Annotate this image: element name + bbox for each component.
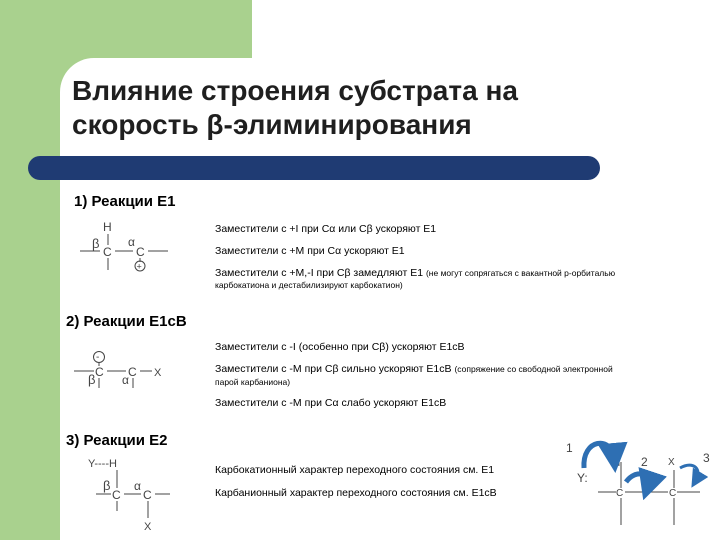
e1-h-label: H <box>103 220 112 234</box>
section3-heading: 3) Реакции Е2 <box>66 432 168 449</box>
section2-heading: 2) Реакции Е1сВ <box>66 313 187 330</box>
e2-yh-label: Y----H <box>88 458 117 470</box>
e1cb-c1-label: C <box>95 365 104 379</box>
e1cb-beta-label: β <box>88 372 96 387</box>
mech-c1-label: C <box>616 488 624 499</box>
e2-c2-label: C <box>143 488 152 502</box>
e1-c2-label: C <box>136 245 145 259</box>
e1cb-rule-2-main: Заместители с -М при Сβ сильно ускоряют Е1сВ <box>215 363 452 375</box>
title-line-1: Влияние строения субстрата на <box>72 75 518 106</box>
e1cb-rule-2-continuation: парой карбаниона) <box>215 377 291 387</box>
e1-plus-label: + <box>136 261 142 272</box>
e1cb-alpha-label: α <box>122 373 129 387</box>
mech-arrow-1 <box>584 443 614 468</box>
e1-alpha-label: α <box>128 235 135 249</box>
mech-step-3-label: 3 <box>703 451 710 465</box>
e2-alpha-label: α <box>134 479 141 493</box>
e2-rule-2: Карбанионный характер переходного состояния см. Е1сВ <box>215 487 497 499</box>
e1cb-minus-label: - <box>96 352 100 363</box>
e1cb-c2-label: C <box>128 365 137 379</box>
e1-rule-1: Заместители с +I при Сα или Сβ ускоряют Е1 <box>215 223 437 235</box>
e1-rule-3-note: (не могут сопрягаться с вакантной р-орбиталью <box>425 268 616 278</box>
e2-rule-1: Карбокатионный характер переходного состояния см. Е1 <box>215 464 495 476</box>
e1-rule-3-continuation: карбокатиона и дестабилизируют карбокатион) <box>215 280 403 290</box>
mech-h-label: H <box>613 458 621 469</box>
mech-step-1-label: 1 <box>566 441 573 455</box>
mech-c2-label: C <box>669 488 677 499</box>
mech-step-2-label: 2 <box>641 455 648 469</box>
section1-heading: 1) Реакции Е1 <box>74 193 176 210</box>
e2-c1-label: C <box>112 488 121 502</box>
e1-c1-label: C <box>103 245 112 259</box>
e2-beta-label: β <box>103 478 111 493</box>
e1-rule-2: Заместители с +М при Сα ускоряют Е1 <box>215 245 405 257</box>
e1-beta-label: β <box>92 236 100 251</box>
mech-x-label: X <box>668 457 675 468</box>
mech-y-label: Y: <box>577 471 588 485</box>
title-line-2: скорость β-элиминирования <box>72 109 472 140</box>
e1cb-rule-1: Заместители с -I (особенно при Сβ) ускоряют Е1сВ <box>215 341 465 353</box>
mech-arrow-3 <box>680 465 698 480</box>
e1cb-rule-2-note: (сопряжение со свободной электронной <box>454 364 613 374</box>
e1cb-x-label: X <box>154 367 162 379</box>
mech-arrow-2 <box>626 474 649 486</box>
e1-rule-3-main: Заместители с +М,-I при Сβ замедляют Е1 <box>215 267 424 279</box>
e2-x-label: X <box>144 521 152 533</box>
e1cb-rule-3: Заместители с -М при Сα слабо ускоряют Е1сВ <box>215 397 447 409</box>
